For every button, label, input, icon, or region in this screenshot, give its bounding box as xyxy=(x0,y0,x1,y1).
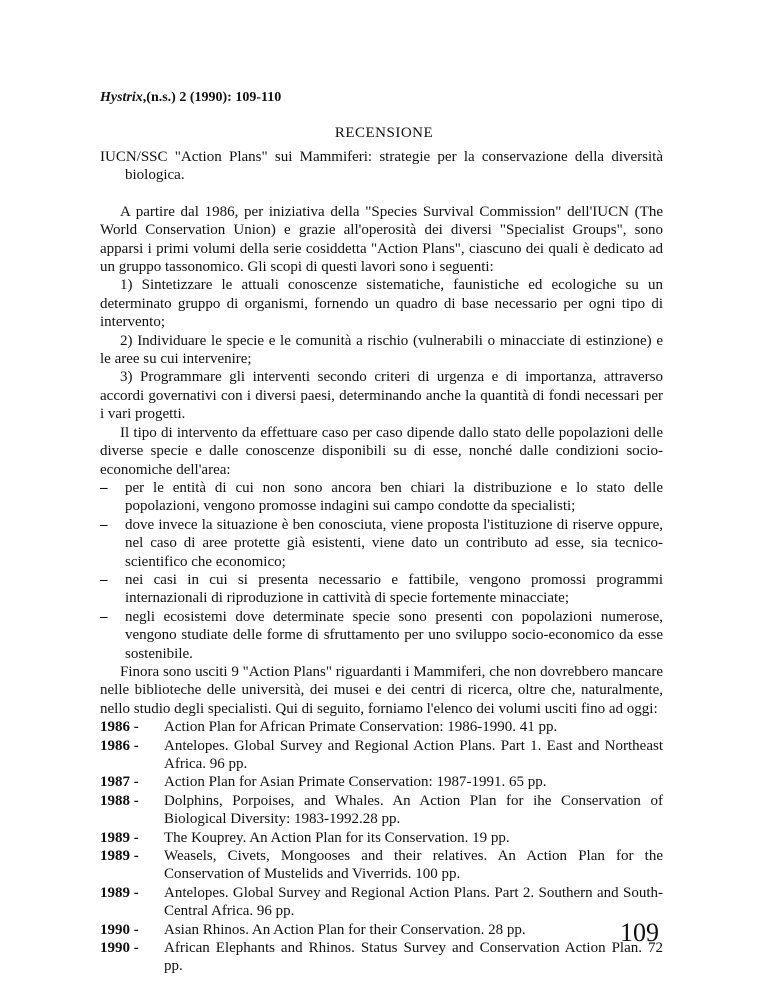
action-plan-entry xyxy=(100,829,663,847)
entry-title: Dolphins, Porpoises, and Whales. An Action Plan for ihe Conservation of Biological Diversity: 1983-1992.28 pp. xyxy=(164,792,663,828)
bullet-item xyxy=(100,608,663,663)
bullet-text: per le entità di cui non sono ancora ben chiari la distribuzione e lo stato delle popolazioni, vengono promosse indagini sui campo condotte da specialisti; xyxy=(125,479,663,515)
entry-year: 1987 - xyxy=(100,774,139,791)
action-plan-entry xyxy=(100,718,663,736)
action-plan-entry xyxy=(100,773,663,791)
review-subject: IUCN/SSC "Action Plans" sui Mammiferi: strategie per la conservazione della diversità biologica. xyxy=(100,149,663,184)
aim-1: 1) Sintetizzare le attuali conoscenze sistematiche, faunistiche ed ecologiche su un determinato gruppo di organismi, fornendo un quadro di base necessario per ogni tipo di intervento; xyxy=(100,277,663,331)
intervention-paragraph: Il tipo di intervento da effettuare caso per caso dipende dallo stato delle popolazioni delle diverse specie e dalle conoscenze disponibili su di esse, nonché dalle condizioni socio-economiche dell'area: xyxy=(100,424,663,478)
entry-year: 1989 - xyxy=(100,848,139,865)
journal-name: Hystrix xyxy=(100,90,143,105)
action-plan-entry xyxy=(100,847,663,884)
entry-title: Antelopes. Global Survey and Regional Action Plans. Part 1. East and Northeast Africa. 96 pp. xyxy=(164,737,663,772)
bullet-item xyxy=(100,479,663,516)
page-number: 109 xyxy=(620,918,659,947)
citation: ,(n.s.) 2 (1990): 109-110 xyxy=(142,90,282,105)
entry-year: 1988 - xyxy=(100,792,139,809)
bullet-text: dove invece la situazione è ben conosciuta, viene proposta l'istituzione di riserve oppure, nel caso di aree protette già esistenti, viene dato un contributo ad esse, sia tecnico-scientifico che economico; xyxy=(125,516,663,570)
action-plan-entry xyxy=(100,792,663,829)
entry-title: Action Plan for Asian Primate Conservation: 1987-1991. 65 pp. xyxy=(164,774,547,791)
action-plan-entry xyxy=(100,921,663,939)
entry-year: 1990 - xyxy=(100,921,139,938)
entry-year: 1989 - xyxy=(100,884,139,901)
dash-bullet: – xyxy=(100,571,108,588)
action-plan-entry xyxy=(100,737,663,774)
aim-2: 2) Individuare le specie e le comunità a rischio (vulnerabili o minacciate di estinzione) e le aree su cui intervenire; xyxy=(100,332,663,368)
entry-title: Action Plan for African Primate Conservation: 1986-1990. 41 pp. xyxy=(164,719,558,736)
entry-year: 1986 - xyxy=(100,737,139,754)
article-body xyxy=(100,148,663,976)
closing-paragraph: Finora sono usciti 9 "Action Plans" riguardanti i Mammiferi, che non dovrebbero mancare nelle biblioteche delle università, dei musei e dei centri di ricerca, oltre che, naturalmente, nello studio degli specialisti. Qui di seguito, forniamo l'elenco dei volumi usciti fino ad oggi: xyxy=(100,663,663,717)
section-title: RECENSIONE xyxy=(334,125,434,141)
entry-title: Antelopes. Global Survey and Regional Action Plans. Part 2. Southern and South-Central Africa. 96 pp. xyxy=(164,884,663,920)
bullet-item xyxy=(100,571,663,608)
running-header xyxy=(100,90,281,106)
bullet-text: nei casi in cui si presenta necessario e fattibile, vengono promossi programmi internazionali di riproduzione in cattività di specie fortemente minacciate; xyxy=(125,571,663,607)
entry-title: African Elephants and Rhinos. Status Survey and Conservation Action Plan. 72 pp. xyxy=(164,940,663,975)
dash-bullet: – xyxy=(100,479,108,496)
entry-year: 1990 - xyxy=(100,940,139,957)
action-plan-entry xyxy=(100,939,663,976)
dash-bullet: – xyxy=(100,516,108,533)
dash-bullet: – xyxy=(100,608,108,625)
bullet-item xyxy=(100,516,663,571)
entry-title: The Kouprey. An Action Plan for its Conservation. 19 pp. xyxy=(164,829,510,846)
aim-3: 3) Programmare gli interventi secondo criteri di urgenza e di importanza, attraverso accordi governativi con i diversi paesi, determinando anche la quantità di fondi necessari per i vari progetti. xyxy=(100,369,663,423)
entry-year: 1986 - xyxy=(100,719,139,736)
entry-title: Asian Rhinos. An Action Plan for their Conservation. 28 pp. xyxy=(164,921,526,938)
bullet-text: negli ecosistemi dove determinate specie sono presenti con popolazioni numerose, vengono studiate delle forme di sfruttamento per uno sviluppo socio-economico da esse sostenibile. xyxy=(125,608,663,662)
entry-title: Weasels, Civets, Mongooses and their relatives. An Action Plan for the Conservation of Mustelids and Viverrids. 100 pp. xyxy=(164,848,663,883)
intro-paragraph: A partire dal 1986, per iniziativa della "Species Survival Commission" dell'IUCN (The World Conservation Union) e grazie all'operosità dei diversi "Specialist Groups", sono apparsi i primi volumi della serie cosiddetta "Action Plans", ciascuno dei quali è dedicato ad un gruppo tassonomico. Gli scopi di questi lavori sono i seguenti: xyxy=(100,203,663,276)
action-plan-entry xyxy=(100,884,663,921)
entry-year: 1989 - xyxy=(100,829,139,846)
